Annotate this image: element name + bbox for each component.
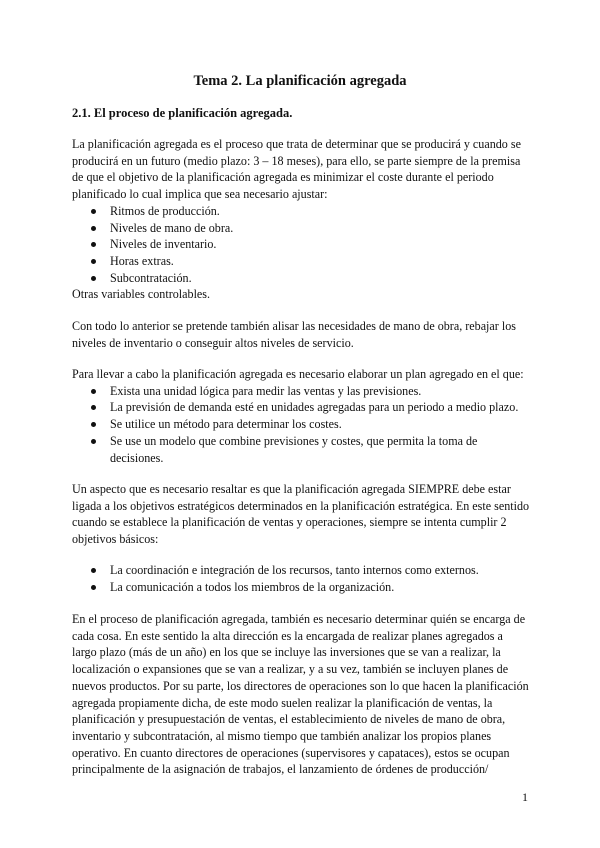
text-line: niveles de inventario o conseguir altos niveles de servicio.	[72, 335, 354, 350]
text-line: cada cosa. En este sentido la alta dirección es la encargada de realizar planes agregados a	[72, 628, 503, 643]
list-item: La comunicación a todos los miembros de la organización.	[91, 579, 540, 596]
text-line: planificado lo cual implica que sea necesario ajustar:	[72, 187, 328, 202]
list-item: Niveles de mano de obra.	[91, 220, 540, 237]
list-item	[91, 433, 540, 466]
section-heading: 2.1. El proceso de planificación agregada.	[72, 106, 293, 120]
list-item: Subcontratación.	[91, 270, 540, 287]
text-line: principalmente de la asignación de trabajos, el lanzamiento de órdenes de producción/	[72, 762, 489, 777]
page-title: Tema 2. La planificación agregada	[193, 73, 407, 89]
list-item: La coordinación e integración de los recursos, tanto internos como externos.	[91, 562, 540, 579]
text-line: planificación y presupuestación de ventas, el establecimiento de niveles de mano de obra,	[72, 712, 506, 727]
text-line: largo plazo (más de un año) en los que se incluye las inversiones que se van a realizar, la	[72, 645, 501, 660]
text-line: agregada propiamente dicha, de este modo suelen realizar la planificación de ventas, la	[72, 695, 493, 710]
text-line: Un aspecto que es necesario resaltar es que la planificación agregada SIEMPRE debe estar	[72, 482, 511, 496]
paragraph-plan-agregado	[72, 366, 540, 466]
text-line: operativo. En cuanto directores de operaciones (supervisores y capataces), estos se ocupan	[72, 745, 510, 760]
list-item: Ritmos de producción.	[91, 203, 540, 220]
text-line: Con todo lo anterior se pretende también alisar las necesidades de mano de obra, rebajar los	[72, 319, 516, 333]
bullet-list-plan	[72, 383, 540, 467]
page-number: 1	[522, 790, 528, 804]
text-line: inventario y subcontratación, al mismo tiempo que también analizar los propios planes	[72, 728, 492, 743]
paragraph-responsables	[72, 611, 540, 778]
paragraph-alisar	[72, 318, 540, 351]
text-line: En el proceso de planificación agregada, también es necesario determinar quién se encarga de	[72, 612, 526, 626]
list-item-line: Se use un modelo que combine previsiones y costes, que permita la toma de	[110, 433, 478, 448]
list-item: Se utilice un método para determinar los costes.	[91, 416, 540, 433]
text-line: ligada a los objetivos estratégicos determinados en la planificación estratégica. En este sentido	[72, 498, 530, 513]
text-line: objetivos básicos:	[72, 532, 159, 547]
paragraph-intro	[72, 136, 540, 303]
list-item: La previsión de demanda esté en unidades agregadas para un periodo a medio plazo.	[91, 399, 540, 416]
text-line: producirá en un futuro (medio plazo: 3 – 18 meses), para ello, se parte siempre de la premisa	[72, 153, 521, 168]
bullet-list-variables	[72, 203, 540, 287]
list-item: Exista una unidad lógica para medir las ventas y las previsiones.	[91, 383, 540, 400]
list-item: Niveles de inventario.	[91, 236, 540, 253]
text-line: Para llevar a cabo la planificación agregada es necesario elaborar un plan agregado en el que:	[72, 367, 524, 381]
list-item: Horas extras.	[91, 253, 540, 270]
text-line: localización o expansiones que se van a realizar, y a su vez, también se incluyen planes de	[72, 662, 509, 677]
text-line: nuevos productos. Por su parte, los directores de operaciones son lo que hacen la planificación	[72, 678, 529, 693]
text-line: Otras variables controlables.	[72, 287, 211, 302]
text-line: La planificación agregada es el proceso que trata de determinar que se producirá y cuando se	[72, 137, 521, 151]
list-item-line: decisiones.	[110, 450, 164, 465]
text-line: cuando se establece la planificación de ventas y operaciones, siempre se intenta cumplir 2	[72, 515, 507, 530]
text-line: de que el objetivo de la planificación agregada es minimizar el coste durante el periodo	[72, 170, 494, 185]
bullet-list-objectives	[72, 562, 540, 595]
paragraph-siempre	[72, 481, 540, 548]
objectives-list-block	[72, 562, 540, 595]
